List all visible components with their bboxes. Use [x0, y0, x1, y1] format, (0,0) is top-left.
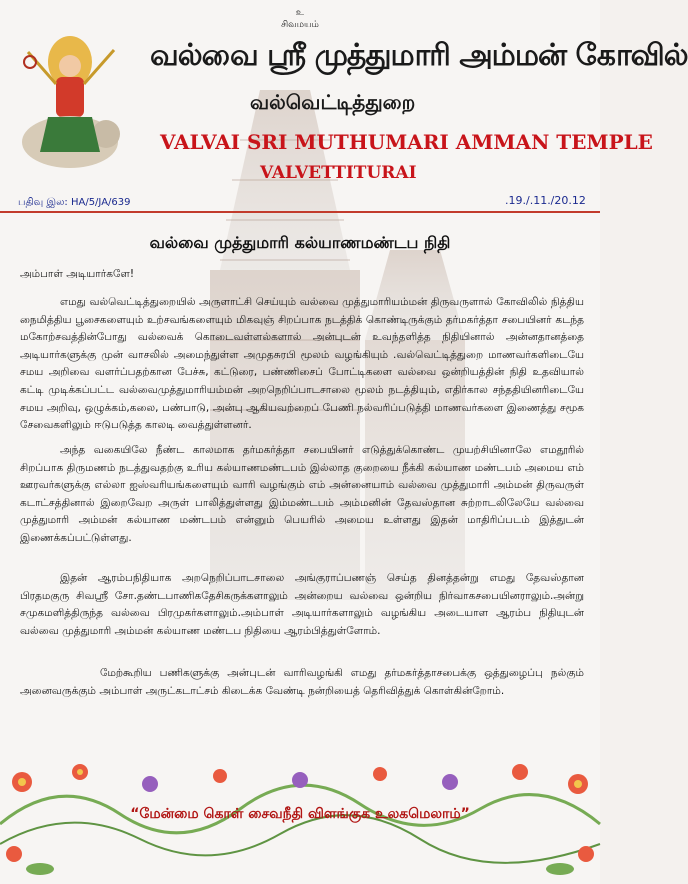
footer-motto: “மேன்மை கொள் சைவநீதி விளங்குக உலகமெலாம்”: [130, 806, 470, 822]
place-name-english: VALVETTITURAI: [260, 163, 417, 183]
place-name-tamil: வல்வெட்டித்துறை: [250, 90, 416, 114]
registration-number: பதிவு இல: HA/5/JA/639: [18, 197, 131, 208]
letter-date: .19./.11./20.12: [505, 194, 586, 207]
paragraph-3: இதன் ஆரம்பநிதியாக அறநெறிப்பாடசாலை அங்குராப்பணஞ் செய்த தினத்தன்று எமது தேவஸ்தான பிரதமகுரு சிவஸ்ரீ சோ.தண்டபாணிகதேசிகருக்களாலும் அன்றைய வல்வை ஒன்றிய நிர்வாகசபையினராலும்.அன்று சமுகமளித்திருந்த வல்வை பிரமுகர்களாலும்.அம்பாள் அடியார்களாலும் வழங்கிய அடையாள ஆரம்ப நிதியுடன் வல்வை முத்துமாரி அம்மன் கல்யாண மண்டப நிதியை ஆரம்பித்துள்ளோம்.: [20, 572, 584, 637]
paragraph-1: எமது வல்வெட்டித்துறையில் அருளாட்சி செய்யும் வல்வை முத்துமாரியம்மன் திருவருளால் கோவிலில் நித்திய நைமித்திய பூசைகளையும் உற்சவங்களையும் மிகவுஞ் சிறப்பாக நடத்திக் கொண்டிருக்கும் தர்மகர்த்தா சபையினர் கடந்த மகோற்சவத்தின்போது வல்வைக் கொடைவள்ளல்களால் அன்புடன் உவந்தளித்த நிதியினால் அன்னதானத்தை அடியார்களுக்கு முன் வாசலில் அமைந்துள்ள அமுதசுரபி மூலம் வழங்கியும் .வல்வெட்டித்துறை மாணவர்களிடையே சமய அறிவை வளர்ப்பதற்கான பேச்சு, கட்டுரை, பண்ணிசைப் போட்டிகளை வல்வை ஒன்றியத்தின் நிதி உதவியால் கட்டி முடிக்கப்பட்ட வல்வைமுத்துமாரியம்மன் அறநெறிப்பாடசாலை மூலம் நடத்தியும், எதிர்கால சந்ததியினரிடையே சமய அறிவு, ஒழுக்கம்,கலை, பண்பாடு, அன்பு ஆகியவற்றைப் பேணி நல்வரிப்படுத்தி மாணவர்களை இணைத்து சமூக சேவைகளிலும் ஈடுபடுத்த காலடி வைத்துள்ளனர்.: [20, 296, 584, 432]
paragraph-2: அந்த வகையிலே நீண்ட காலமாக தர்மகர்த்தா சபையினர் எடுத்துக்கொண்ட முயற்சியினாலே எமதூரில் சிறப்பாக திருமணம் நடத்துவதற்கு உரிய கல்யாணமண்டபம் இல்லாத குறையை நீக்கி கல்யாண மண்டபம் அமைய எம் ஊரவர்களுக்கு எல்லா ஐஸ்வரியங்களையும் வாரி வழங்கும் எம் அன்னையாம் வல்வை முத்துமாரி அம்மன் திருவருள் கடாட்சத்தினால் இறைவேற அருள் பாலித்துள்ளது இம்மண்டபம் அம்மனின் தேவஸ்தான சுற்றாடலிலேயே வல்வை முத்துமாரி அம்மன் கல்யாண மண்டபம் என்னும் பெயரில் அமைய உள்ளது இதன் மாதிரிப்படம் இத்துடன் இணைக்கப்பட்டுள்ளது.: [20, 444, 584, 544]
letter-heading: வல்வை முத்துமாரி கல்யாணமண்டப நிதி: [149, 233, 451, 252]
salutation: அம்பாள் அடியார்களே!: [20, 268, 135, 280]
paragraph-4: மேற்கூறிய பணிகளுக்கு அன்புடன் வாரிவழங்கி எமது தர்மகர்த்தாசபைக்கு ஒத்துழைப்பு நல்கும் அனைவருக்கும் அம்பாள் அருட்கடாட்சம் கிடைக்க வேண்டி நன்றியைத் தெரிவித்துக் கொள்கின்றோம்.: [20, 667, 584, 697]
header-sivamayam: சிவமயம்: [281, 20, 319, 30]
temple-title-tamil: வல்வை ஸ்ரீ முத்துமாரி அம்மன் கோவில்: [150, 38, 688, 73]
header-top-mark: உ: [295, 8, 305, 18]
goddess-amman-illustration: [8, 22, 138, 182]
temple-title-english: VALVAI SRI MUTHUMARI AMMAN TEMPLE: [160, 130, 653, 154]
header-divider: [0, 211, 600, 213]
